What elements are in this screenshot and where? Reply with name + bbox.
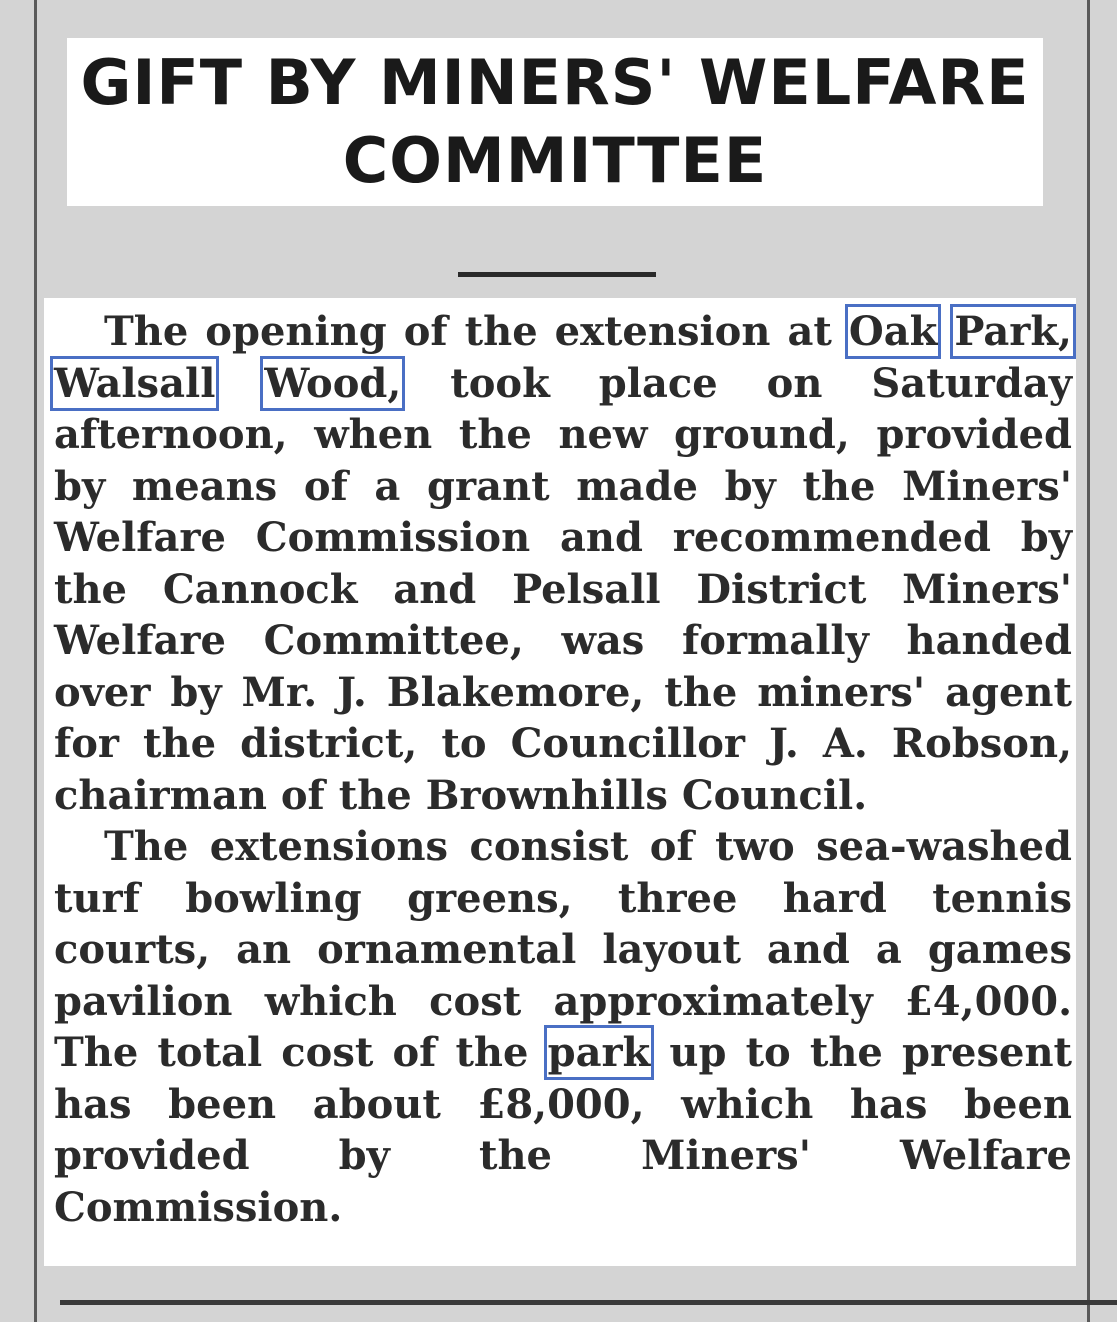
bottom-rule — [60, 1300, 1117, 1305]
highlight-park-2[interactable]: park — [547, 1029, 651, 1076]
paragraph-1-text-end: took place on Saturday afternoon, when the new ground, provided by means of a grant made by the Miners' Welfare Commission and recommended by the Cannock and Pelsall District Miners' Welfare Committee, was formally handed over by Mr. J. Blakemore, the miners' agent for the district, to Councillor J. A. Robson, chairman of the Brownhills Council. — [54, 359, 1072, 819]
space — [937, 308, 954, 355]
highlight-oak[interactable]: Oak — [848, 308, 938, 355]
article-box — [44, 298, 1076, 1266]
headline — [67, 38, 1043, 200]
headline-line-1: GIFT BY MINERS' WELFARE — [80, 46, 1030, 119]
separator-rule — [458, 272, 656, 277]
highlight-wood[interactable]: Wood, — [264, 359, 402, 407]
paragraph-2-text-end: up to the present has been about £8,000, which has been provided by the Miners' Welfare Commission. — [54, 1029, 1073, 1231]
right-column-rule — [1087, 0, 1090, 1322]
highlight-walsall[interactable]: Walsall — [54, 359, 216, 407]
paragraph-2-text-start: The extensions consist of two sea-washed turf bowling greens, three hard tennis courts, an ornamental layout and a games pavilion which cost approximately £4,000. The total cost of the — [54, 823, 1072, 1076]
space — [215, 360, 264, 407]
paragraph-1 — [54, 306, 1072, 821]
left-column-rule — [34, 0, 37, 1322]
headline-line-2: COMMITTEE — [342, 124, 768, 197]
paragraph-1-text-start: The opening of the extension at — [104, 308, 849, 355]
article-body — [54, 306, 1072, 1233]
paragraph-2 — [54, 821, 1072, 1233]
highlight-park[interactable]: Park, — [954, 308, 1072, 355]
headline-box — [67, 38, 1043, 206]
